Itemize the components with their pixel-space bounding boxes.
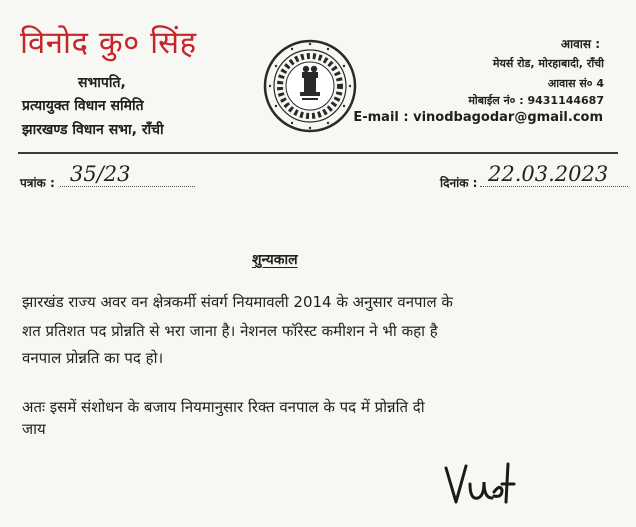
date-label: दिनांक : xyxy=(440,176,478,190)
letterhead-divider xyxy=(18,152,618,154)
jharkhand-vidhan-sabha-seal-icon xyxy=(262,38,358,134)
body-line-2: शत प्रतिशत पद प्रोन्नति से भरा जाना है। नेशनल फॉरेस्ट कमीशन ने भी कहा है xyxy=(22,322,438,340)
assembly-name: झारखण्ड विधान सभा, राँची xyxy=(22,122,164,138)
body-line-4: अतः इसमें संशोधन के बजाय नियमानुसार रिक्त वनपाल के पद में प्रोन्नति दी xyxy=(22,398,425,416)
reference-label: पत्रांक : xyxy=(20,176,55,190)
email-address: E-mail : vinodbagodar@gmail.com xyxy=(353,110,603,125)
address-line-2: आवास सं० 4 xyxy=(547,77,604,90)
address-line-1: मेयर्स रोड, मोरहाबादी, राँची xyxy=(492,57,604,70)
body-line-5: जाय xyxy=(22,420,46,438)
sender-designation: सभापति, xyxy=(78,75,126,91)
reference-number: 35/23 xyxy=(60,164,195,187)
letter-heading: शुन्यकाल xyxy=(252,252,298,268)
date-value: 22.03.2023 xyxy=(480,164,628,187)
body-line-3: वनपाल प्रोन्नति का पद हो। xyxy=(22,349,164,367)
sender-name: विनोद कु० सिंह xyxy=(20,25,197,61)
handwritten-signature xyxy=(440,462,520,506)
address-label: आवास : xyxy=(560,37,600,51)
committee-name: प्रत्यायुक्त विधान समिति xyxy=(22,98,144,114)
mobile-number: मोबाईल नं० : 9431144687 xyxy=(468,94,604,107)
body-line-1: झारखंड राज्य अवर वन क्षेत्रकर्मी संवर्ग नियमावली 2014 के अनुसार वनपाल के xyxy=(22,293,453,311)
